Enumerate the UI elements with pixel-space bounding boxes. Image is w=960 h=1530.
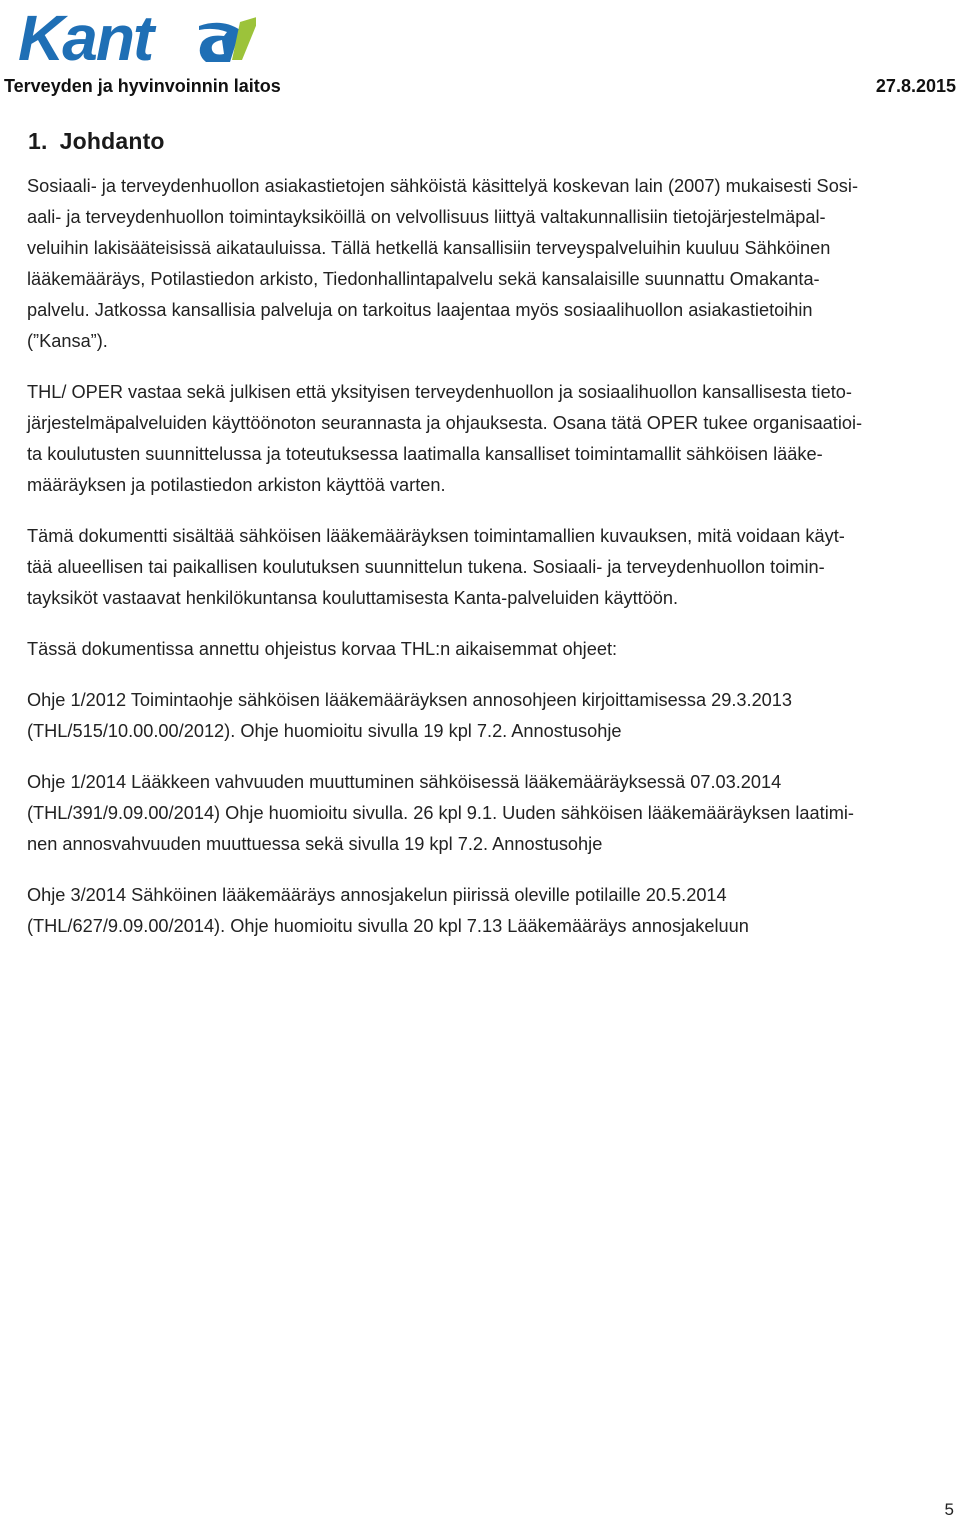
paragraph — [27, 634, 937, 665]
text-line: järjestelmäpalveluiden käyttöönoton seurannasta ja ohjauksesta. Osana tätä OPER tukee organisaatioi- — [27, 413, 863, 433]
organization-name: Terveyden ja hyvinvoinnin laitos — [4, 76, 281, 96]
text-line: tää alueellisen tai paikallisen koulutuksen suunnittelun tukena. Sosiaali- ja terveydenhuollon toimin- — [27, 557, 825, 577]
text-line: Tässä dokumentissa annettu ohjeistus korvaa THL:n aikaisemmat ohjeet: — [27, 639, 618, 659]
document-body — [27, 171, 937, 962]
page-number: 5 — [944, 1500, 954, 1519]
text-line: Sosiaali- ja terveydenhuollon asiakastietojen sähköistä käsittelyä koskevan lain (2007) mukaisesti Sosi- — [27, 176, 858, 196]
section-title: Johdanto — [59, 128, 165, 154]
paragraph — [27, 880, 937, 942]
section-heading — [28, 128, 165, 155]
text-line: Ohje 3/2014 Sähköinen lääkemääräys annosjakelun piirissä oleville potilaille 20.5.2014 — [27, 885, 727, 905]
paragraph — [27, 767, 937, 860]
text-line: Ohje 1/2012 Toimintaohje sähköisen lääkemääräyksen annosohjeen kirjoittamisessa 29.3.2013 — [27, 690, 793, 710]
text-line: (”Kansa”). — [27, 331, 108, 351]
text-line: tayksiköt vastaavat henkilökuntansa kouluttamisesta Kanta-palveluiden käyttöön. — [27, 588, 679, 608]
document-date: 27.8.2015 — [875, 76, 956, 96]
text-line: aali- ja terveydenhuollon toimintayksiköillä on velvollisuus liittyä valtakunnallisiin tietojärjestelmäpal- — [27, 207, 826, 227]
paragraph — [27, 521, 937, 614]
text-line: nen annosvahvuuden muuttuessa sekä sivulla 19 kpl 7.2. Annostusohje — [27, 834, 603, 854]
section-number: 1. — [28, 128, 48, 154]
text-line: Ohje 1/2014 Lääkkeen vahvuuden muuttuminen sähköisessä lääkemääräyksessä 07.03.2014 — [27, 772, 782, 792]
text-line: ta koulutusten suunnittelussa ja toteutuksessa laatimalla kansalliset toimintamallit sähköisen lääke- — [27, 444, 823, 464]
kanta-logo — [16, 0, 256, 70]
paragraph — [27, 377, 937, 501]
text-line: palvelu. Jatkossa kansallisia palveluja on tarkoitus laajentaa myös sosiaalihuollon asiakastietoihin — [27, 300, 813, 320]
text-line: Tämä dokumentti sisältää sähköisen lääkemääräyksen toimintamallien kuvauksen, mitä voidaan käyt- — [27, 526, 845, 546]
text-line: (THL/391/9.09.00/2014) Ohje huomioitu sivulla. 26 kpl 9.1. Uuden sähköisen lääkemääräyksen laatimi- — [27, 803, 854, 823]
paragraph — [27, 171, 937, 357]
text-line: lääkemääräys, Potilastiedon arkisto, Tiedonhallintapalvelu sekä kansalaisille suunnattu Omakanta- — [27, 269, 820, 289]
text-line: (THL/627/9.09.00/2014). Ohje huomioitu sivulla 20 kpl 7.13 Lääkemääräys annosjakeluun — [27, 916, 749, 936]
text-line: (THL/515/10.00.00/2012). Ohje huomioitu sivulla 19 kpl 7.2. Annostusohje — [27, 721, 622, 741]
text-line: määräyksen ja potilastiedon arkiston käyttöä varten. — [27, 475, 446, 495]
text-line: veluihin lakisääteisissä aikatauluissa. Tällä hetkellä kansallisiin terveyspalveluihin kuuluu Sähköinen — [27, 238, 831, 258]
text-line: THL/ OPER vastaa sekä julkisen että yksityisen terveydenhuollon ja sosiaalihuollon kansallisesta tieto- — [27, 382, 852, 402]
svg-text:Kant: Kant — [18, 2, 153, 70]
paragraph — [27, 685, 937, 747]
